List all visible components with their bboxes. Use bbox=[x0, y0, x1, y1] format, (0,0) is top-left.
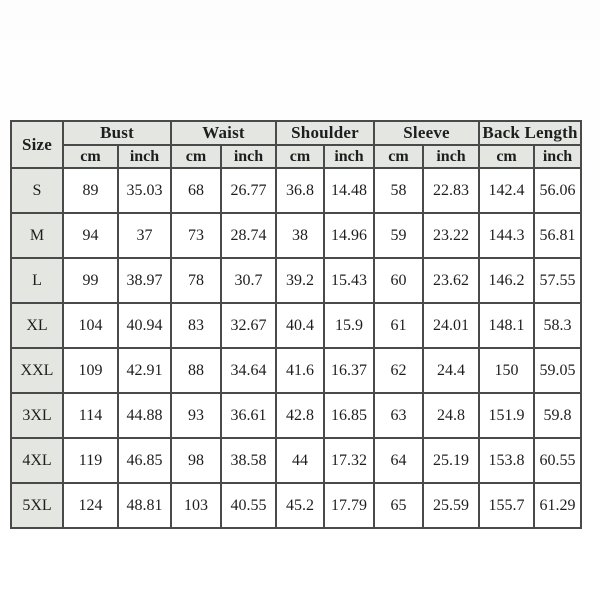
size-chart-header bbox=[11, 121, 581, 168]
measurement-cell: 89 bbox=[63, 168, 118, 213]
unit-header: cm bbox=[374, 145, 423, 168]
measurement-cell: 63 bbox=[374, 393, 423, 438]
measurement-cell: 40.55 bbox=[221, 483, 276, 528]
measurement-cell: 24.01 bbox=[423, 303, 479, 348]
size-column-header: Size bbox=[11, 121, 63, 168]
measurement-cell: 42.91 bbox=[118, 348, 171, 393]
measurement-cell: 14.48 bbox=[324, 168, 374, 213]
measurement-cell: 148.1 bbox=[479, 303, 534, 348]
measurement-cell: 119 bbox=[63, 438, 118, 483]
measurement-cell: 32.67 bbox=[221, 303, 276, 348]
size-chart-body bbox=[11, 168, 581, 528]
size-row-label: M bbox=[11, 213, 63, 258]
measurement-cell: 58 bbox=[374, 168, 423, 213]
measurement-cell: 153.8 bbox=[479, 438, 534, 483]
column-group-header: Bust bbox=[63, 121, 171, 145]
measurement-cell: 114 bbox=[63, 393, 118, 438]
size-row-label: XXL bbox=[11, 348, 63, 393]
measurement-cell: 24.4 bbox=[423, 348, 479, 393]
measurement-cell: 38.58 bbox=[221, 438, 276, 483]
measurement-cell: 42.8 bbox=[276, 393, 324, 438]
column-group-header: Waist bbox=[171, 121, 276, 145]
size-row-label: XL bbox=[11, 303, 63, 348]
measurement-cell: 57.55 bbox=[534, 258, 581, 303]
size-row-label: 5XL bbox=[11, 483, 63, 528]
measurement-cell: 60.55 bbox=[534, 438, 581, 483]
header-group-row bbox=[11, 121, 581, 145]
measurement-cell: 28.74 bbox=[221, 213, 276, 258]
measurement-cell: 83 bbox=[171, 303, 221, 348]
measurement-cell: 60 bbox=[374, 258, 423, 303]
unit-header: inch bbox=[324, 145, 374, 168]
table-row bbox=[11, 483, 581, 528]
measurement-cell: 65 bbox=[374, 483, 423, 528]
measurement-cell: 39.2 bbox=[276, 258, 324, 303]
measurement-cell: 64 bbox=[374, 438, 423, 483]
measurement-cell: 109 bbox=[63, 348, 118, 393]
measurement-cell: 103 bbox=[171, 483, 221, 528]
measurement-cell: 15.9 bbox=[324, 303, 374, 348]
measurement-cell: 26.77 bbox=[221, 168, 276, 213]
size-row-label: 4XL bbox=[11, 438, 63, 483]
measurement-cell: 25.19 bbox=[423, 438, 479, 483]
unit-header: inch bbox=[534, 145, 581, 168]
measurement-cell: 38.97 bbox=[118, 258, 171, 303]
measurement-cell: 16.85 bbox=[324, 393, 374, 438]
measurement-cell: 73 bbox=[171, 213, 221, 258]
measurement-cell: 41.6 bbox=[276, 348, 324, 393]
measurement-cell: 25.59 bbox=[423, 483, 479, 528]
measurement-cell: 68 bbox=[171, 168, 221, 213]
measurement-cell: 48.81 bbox=[118, 483, 171, 528]
column-group-header: Back Length bbox=[479, 121, 581, 145]
measurement-cell: 93 bbox=[171, 393, 221, 438]
table-row bbox=[11, 168, 581, 213]
measurement-cell: 37 bbox=[118, 213, 171, 258]
unit-header: cm bbox=[276, 145, 324, 168]
size-chart-table bbox=[10, 120, 582, 529]
measurement-cell: 78 bbox=[171, 258, 221, 303]
unit-header: cm bbox=[479, 145, 534, 168]
measurement-cell: 45.2 bbox=[276, 483, 324, 528]
measurement-cell: 17.32 bbox=[324, 438, 374, 483]
table-row bbox=[11, 213, 581, 258]
measurement-cell: 17.79 bbox=[324, 483, 374, 528]
measurement-cell: 59 bbox=[374, 213, 423, 258]
table-row bbox=[11, 258, 581, 303]
measurement-cell: 146.2 bbox=[479, 258, 534, 303]
column-group-header: Sleeve bbox=[374, 121, 479, 145]
measurement-cell: 56.81 bbox=[534, 213, 581, 258]
measurement-cell: 40.94 bbox=[118, 303, 171, 348]
measurement-cell: 16.37 bbox=[324, 348, 374, 393]
measurement-cell: 59.05 bbox=[534, 348, 581, 393]
unit-header: inch bbox=[423, 145, 479, 168]
unit-header: inch bbox=[221, 145, 276, 168]
measurement-cell: 151.9 bbox=[479, 393, 534, 438]
measurement-cell: 98 bbox=[171, 438, 221, 483]
measurement-cell: 23.22 bbox=[423, 213, 479, 258]
unit-header: cm bbox=[171, 145, 221, 168]
table-row bbox=[11, 438, 581, 483]
column-group-header: Shoulder bbox=[276, 121, 374, 145]
measurement-cell: 14.96 bbox=[324, 213, 374, 258]
measurement-cell: 22.83 bbox=[423, 168, 479, 213]
measurement-cell: 144.3 bbox=[479, 213, 534, 258]
measurement-cell: 38 bbox=[276, 213, 324, 258]
header-unit-row bbox=[11, 145, 581, 168]
measurement-cell: 62 bbox=[374, 348, 423, 393]
measurement-cell: 99 bbox=[63, 258, 118, 303]
table-row bbox=[11, 393, 581, 438]
measurement-cell: 61 bbox=[374, 303, 423, 348]
size-row-label: 3XL bbox=[11, 393, 63, 438]
measurement-cell: 150 bbox=[479, 348, 534, 393]
measurement-cell: 15.43 bbox=[324, 258, 374, 303]
measurement-cell: 104 bbox=[63, 303, 118, 348]
measurement-cell: 34.64 bbox=[221, 348, 276, 393]
measurement-cell: 36.61 bbox=[221, 393, 276, 438]
measurement-cell: 30.7 bbox=[221, 258, 276, 303]
measurement-cell: 88 bbox=[171, 348, 221, 393]
table-row bbox=[11, 303, 581, 348]
measurement-cell: 23.62 bbox=[423, 258, 479, 303]
measurement-cell: 61.29 bbox=[534, 483, 581, 528]
measurement-cell: 155.7 bbox=[479, 483, 534, 528]
table-row bbox=[11, 348, 581, 393]
measurement-cell: 35.03 bbox=[118, 168, 171, 213]
measurement-cell: 46.85 bbox=[118, 438, 171, 483]
size-row-label: L bbox=[11, 258, 63, 303]
measurement-cell: 58.3 bbox=[534, 303, 581, 348]
measurement-cell: 36.8 bbox=[276, 168, 324, 213]
measurement-cell: 24.8 bbox=[423, 393, 479, 438]
measurement-cell: 94 bbox=[63, 213, 118, 258]
measurement-cell: 44 bbox=[276, 438, 324, 483]
unit-header: inch bbox=[118, 145, 171, 168]
measurement-cell: 124 bbox=[63, 483, 118, 528]
measurement-cell: 59.8 bbox=[534, 393, 581, 438]
measurement-cell: 40.4 bbox=[276, 303, 324, 348]
measurement-cell: 56.06 bbox=[534, 168, 581, 213]
measurement-cell: 44.88 bbox=[118, 393, 171, 438]
unit-header: cm bbox=[63, 145, 118, 168]
measurement-cell: 142.4 bbox=[479, 168, 534, 213]
size-row-label: S bbox=[11, 168, 63, 213]
